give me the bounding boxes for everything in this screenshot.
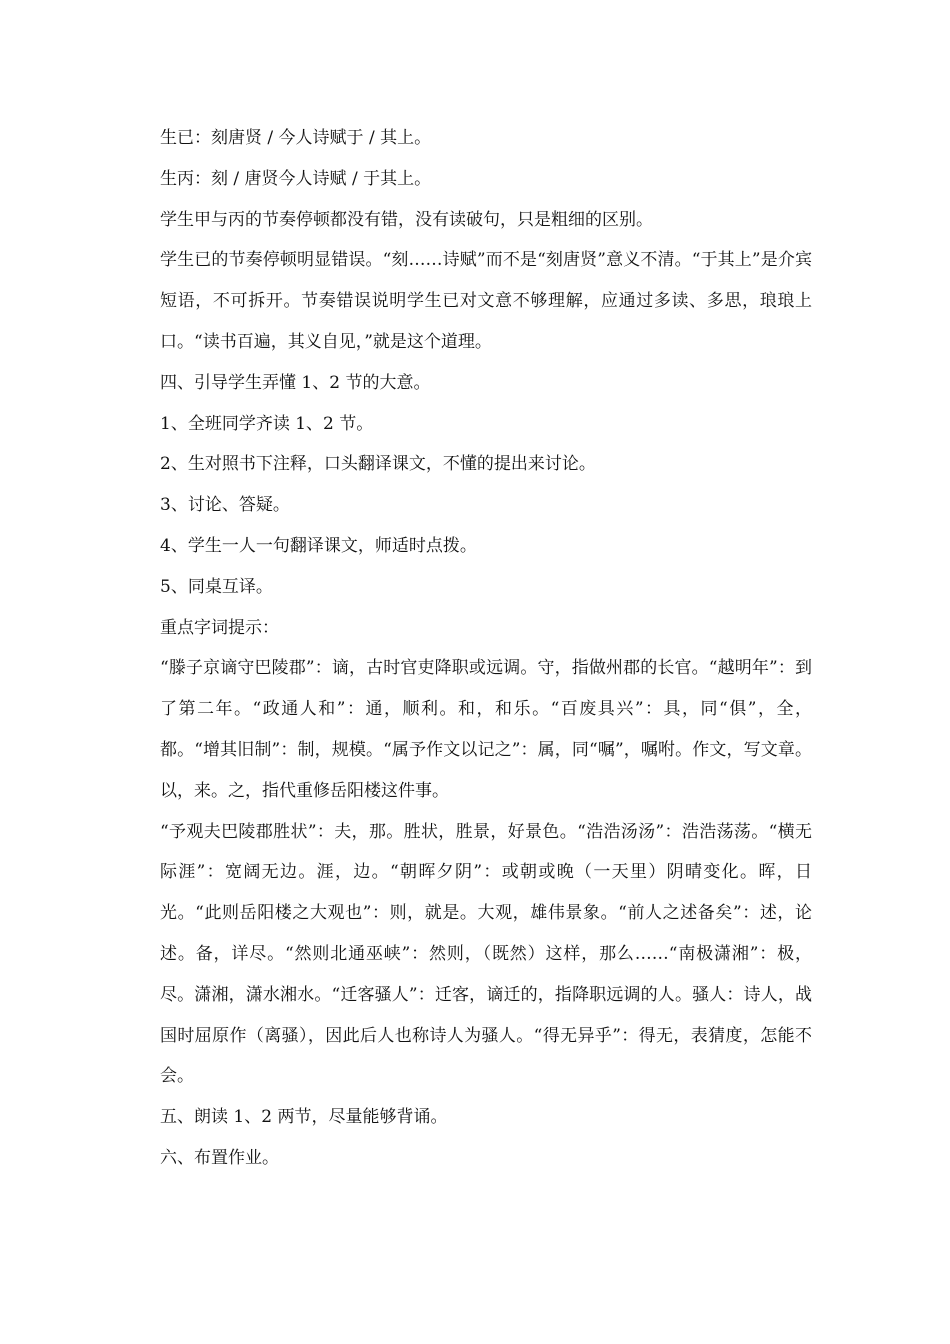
- list-item-4: 4、学生一人一句翻译课文，师适时点拨。: [160, 535, 477, 556]
- section-five-heading: 五、朗读 1、2 两节，尽量能够背诵。: [160, 1107, 448, 1128]
- section-six-heading: 六、布置作业。: [160, 1147, 279, 1168]
- key-words-paragraph-2: “予观夫巴陵郡胜状”：夫，那。胜状，胜景，好景色。“浩浩汤汤”：浩浩荡荡。“横无际涯”：宽阔无边。涯，边。“朝晖夕阴”：或朝或晚（一天里）阴晴变化。晖，日光。“此则岳阳楼之大观也”：则，就是。大观，雄伟景象。“前人之述备矣”：述，论述。备，详尽。“然则北通巫峡”：然则，（既然）这样，那么……“南极潇湘”：极，尽。潇湘，潇水湘水。“迁客骚人”：迁客，谪迁的，指降职远调的人。骚人：诗人，战国时屈原作（离骚），因此后人也称诗人为骚人。“得无异乎”：得无，表猜度，怎能不会。: [160, 821, 812, 1087]
- paragraph-student-ji: 生已：刻唐贤 / 今人诗赋于 / 其上。: [160, 128, 432, 148]
- list-item-1: 1、全班同学齐读 1、2 节。: [160, 413, 374, 434]
- document-body: [144, 118, 812, 1179]
- key-words-heading: 重点字词提示：: [160, 617, 279, 638]
- key-words-paragraph-1: “滕子京谪守巴陵郡”：谪，古时官吏降职或远调。守，指做州郡的长官。“越明年”：到了第二年。“政通人和”：通，顺利。和，和乐。“百废具兴”：具，同“俱”，全，都。“增其旧制”：制，规模。“属予作文以记之”：属，同“嘱”，嘱咐。作文，写文章。以，来。之，指代重修岳阳楼这件事。: [160, 658, 812, 801]
- paragraph-comparison: 学生甲与丙的节奏停顿都没有错，没有读破句，只是粗细的区别。: [160, 209, 653, 230]
- list-item-2: 2、生对照书下注释，口头翻译课文，不懂的提出来讨论。: [160, 454, 596, 475]
- paragraph-student-bing: 生丙：刻 / 唐贤今人诗赋 / 于其上。: [160, 168, 432, 189]
- list-item-5: 5、同桌互译。: [160, 576, 273, 597]
- paragraph-error-analysis: 学生已的节奏停顿明显错误。“刻……诗赋”而不是“刻唐贤”意义不清。“于其上”是介宾短语，不可拆开。节奏错误说明学生已对文意不够理解，应通过多读、多思，琅琅上口。“读书百遍，其义自见，”就是这个道理。: [160, 250, 812, 352]
- list-item-3: 3、讨论、答疑。: [160, 495, 290, 516]
- section-four-heading: 四、引导学生弄懂 1、2 节的大意。: [160, 372, 431, 393]
